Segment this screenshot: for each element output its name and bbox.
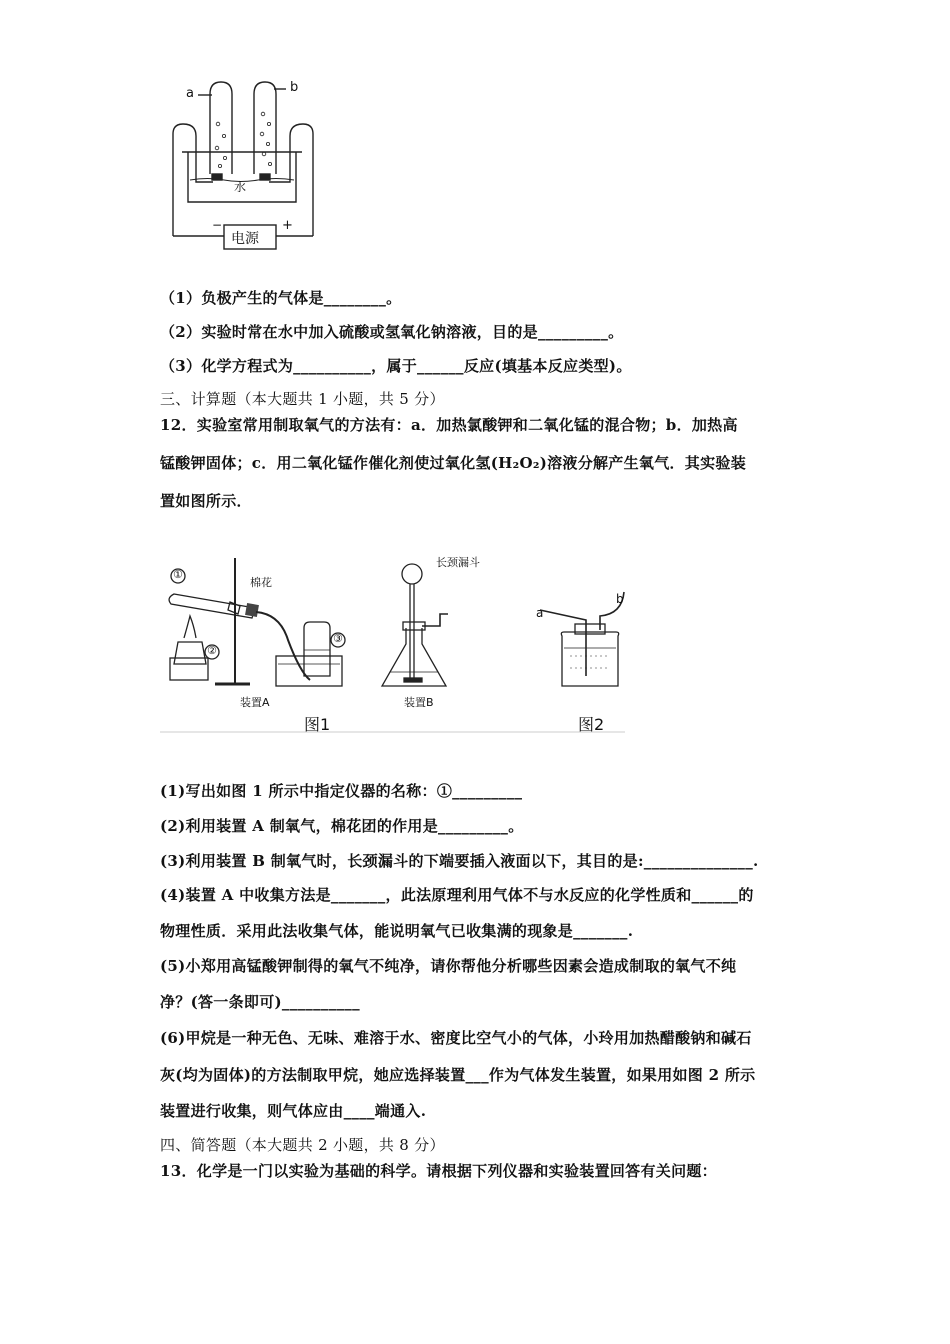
gas-bottle xyxy=(304,622,330,676)
label-power: 电源 xyxy=(231,231,259,247)
lamp-block xyxy=(170,658,208,680)
label-water: 水 xyxy=(234,180,247,194)
wash-bottle xyxy=(561,632,618,686)
q12-sub5-line2: 净？(答一条即可)__________ xyxy=(160,993,360,1011)
apparatus-figure xyxy=(160,552,625,737)
q11-part1: （1）负极产生的气体是________。 xyxy=(160,289,402,307)
electrolysis-figure xyxy=(168,74,318,254)
q12-line1: 12．实验室常用制取氧气的方法有：a．加热氯酸钾和二氧化锰的混合物；b．加热高 xyxy=(160,416,738,434)
section4-title: 四、简答题（本大题共 2 小题，共 8 分） xyxy=(160,1136,445,1154)
funnel-bulb xyxy=(402,564,422,584)
q12-sub6-line2: 灰(均为固体)的方法制取甲烷，她应选择装置___作为气体发生装置，如果用如图 2 所示 xyxy=(160,1066,756,1084)
label-fig2-a: a xyxy=(536,606,544,620)
q12-sub6-line3: 装置进行收集，则气体应由____端通入. xyxy=(160,1102,427,1120)
label-fig2: 图2 xyxy=(578,715,605,734)
callout-3: ③ xyxy=(333,632,343,645)
tube-b xyxy=(254,82,276,174)
label-fig2-b: b xyxy=(616,592,624,606)
label-funnel: 长颈漏斗 xyxy=(436,556,480,569)
q12-sub4-line2: 物理性质．采用此法收集气体，能说明氧气已收集满的现象是_______. xyxy=(160,922,634,940)
q12-sub1: (1)写出如图 1 所示中指定仪器的名称：①_________ xyxy=(160,782,523,800)
q12-sub3: (3)利用装置 B 制氧气时，长颈漏斗的下端要插入液面以下，其目的是:______________. xyxy=(160,852,759,870)
label-a: a xyxy=(186,86,194,101)
label-minus: − xyxy=(212,218,223,232)
q13-line1: 13．化学是一门以实验为基础的科学。请根据下列仪器和实验装置回答有关问题： xyxy=(160,1162,717,1180)
q12-line3: 置如图所示． xyxy=(160,492,252,510)
q12-sub5-line1: (5)小郑用高锰酸钾制得的氧气不纯净，请你帮他分析哪些因素会造成制取的氧气不纯 xyxy=(160,957,737,975)
label-plus: + xyxy=(282,218,293,233)
section3-title: 三、计算题（本大题共 1 小题，共 5 分） xyxy=(160,390,445,408)
label-b: b xyxy=(290,80,299,95)
label-cotton: 棉花 xyxy=(250,576,272,589)
label-fig1: 图1 xyxy=(304,715,331,734)
q12-line2: 锰酸钾固体；c．用二氧化锰作催化剂使过氧化氢(H₂O₂)溶液分解产生氧气．其实验装 xyxy=(160,454,747,472)
water-tank xyxy=(276,656,342,686)
callout-1: ① xyxy=(173,568,183,581)
label-device-b: 装置B xyxy=(404,696,434,709)
tube-a xyxy=(210,82,232,174)
q11-part2: （2）实验时常在水中加入硫酸或氢氧化钠溶液，目的是_________。 xyxy=(160,323,624,341)
label-device-a: 装置A xyxy=(240,696,270,709)
q12-sub2: (2)利用装置 A 制氧气，棉花团的作用是_________。 xyxy=(160,817,524,835)
q11-part3: （3）化学方程式为__________，属于______反应(填基本反应类型)。 xyxy=(160,357,632,375)
q12-sub6-line1: (6)甲烷是一种无色、无味、难溶于水、密度比空气小的气体，小玲用加热醋酸钠和碱石 xyxy=(160,1029,752,1047)
test-tube xyxy=(169,594,255,618)
q12-sub4-line1: (4)装置 A 中收集方法是_______，此法原理利用气体不与水反应的化学性质和______的 xyxy=(160,886,754,904)
callout-2: ② xyxy=(207,644,217,657)
